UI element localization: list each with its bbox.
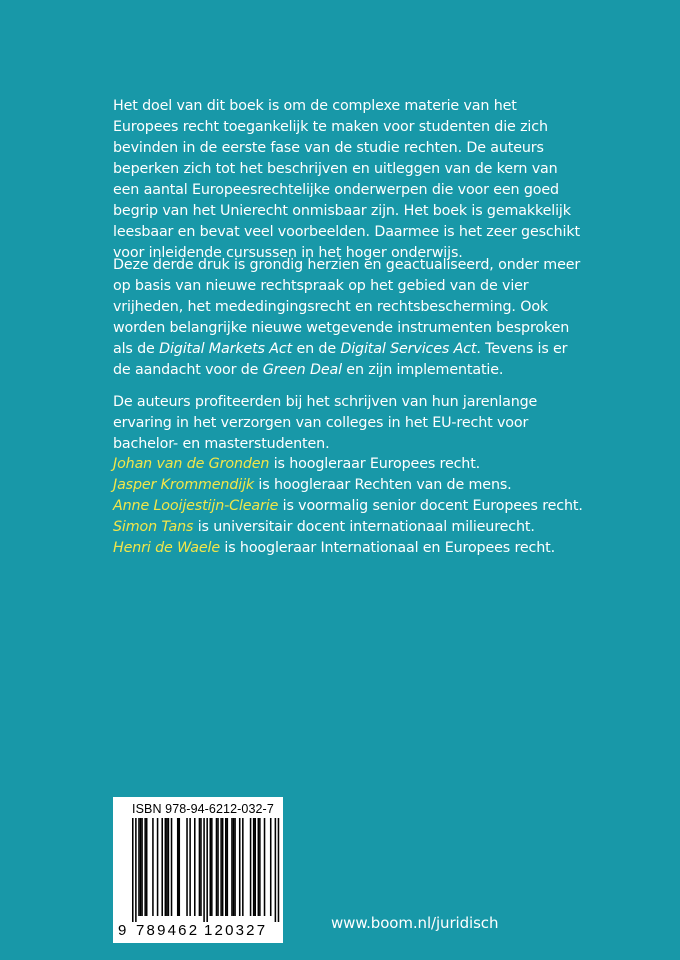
barcode-icon — [114, 818, 284, 922]
barcode-bar — [220, 818, 222, 916]
barcode-bar — [200, 818, 202, 916]
barcode-bar — [161, 818, 163, 916]
publisher-url: www.boom.nl/juridisch — [331, 914, 499, 932]
text-run: en de — [292, 341, 341, 357]
author-name: Johan van de Gronden — [113, 456, 270, 472]
barcode-bar — [138, 818, 140, 916]
barcode-bar — [250, 818, 252, 916]
barcode-bar — [258, 818, 260, 916]
paragraph-text — [113, 255, 583, 381]
barcode-bar — [168, 818, 170, 916]
barcode-bar — [165, 818, 167, 916]
paragraph-text: Het doel van dit boek is om de complexe materie van het Europees recht toegankelijk te maken voor studenten die zich bevinden in de eerste fase van de studie rechten. De auteurs beperken zich tot het beschrijven en uitleggen van de kern van een aantal Europeesrechtelijke onderwerpen die voor een goed begrip van het Unierecht onmisbaar zijn. Het boek is gemakkelijk leesbaar en bevat veel voorbeelden. Daarmee is het zeer geschikt voor inleidende cursussen in het hoger onderwijs. — [113, 98, 580, 261]
text-run: en zijn implementatie. — [341, 362, 504, 378]
author-name: Simon Tans — [113, 519, 194, 535]
author-entry — [113, 496, 613, 517]
barcode-bar — [275, 818, 277, 922]
barcode-bar — [141, 818, 143, 916]
italic-term-dma: Digital Markets Act — [159, 341, 293, 357]
italic-term-green-deal: Green Deal — [262, 362, 342, 378]
barcode-bar — [135, 818, 137, 922]
barcode-bar — [222, 818, 224, 916]
author-list — [113, 454, 613, 559]
barcode-bar — [152, 818, 154, 916]
description-paragraph-2 — [113, 255, 583, 381]
barcode-bar — [210, 818, 212, 916]
text-run: Deze derde druk is grondig herzien en geactualiseerd, onder meer op basis van nieuwe rechtspraak op het gebied van de vier vrijheden, het mededingingsrecht en rechtsbescherming. Ook worden belangrijke nieuwe wetgevende instrumenten besproken als de — [113, 257, 581, 357]
barcode-bar — [233, 818, 235, 916]
author-role: is voormalig senior docent Europees recht. — [278, 498, 583, 514]
barcode-bar — [225, 818, 227, 916]
barcode-digit-first: 9 — [118, 922, 127, 939]
barcode-bar — [194, 818, 196, 916]
author-role: is hoogleraar Internationaal en Europees recht. — [220, 540, 555, 556]
barcode-bar — [203, 818, 205, 922]
barcode-bar — [157, 818, 159, 916]
author-name: Anne Looijestijn-Clearie — [113, 498, 279, 514]
barcode-bar — [177, 818, 179, 916]
barcode-bar — [227, 818, 229, 916]
barcode-bar — [189, 818, 191, 916]
barcode-bar — [253, 818, 255, 916]
barcode-bar — [199, 818, 201, 916]
author-name: Jasper Krommendijk — [113, 477, 255, 493]
author-entry — [113, 454, 613, 475]
barcode-digits-right: 120327 — [204, 922, 268, 939]
author-role: is hoogleraar Europees recht. — [269, 456, 481, 472]
barcode-bar — [146, 818, 148, 916]
barcode-bar — [217, 818, 219, 916]
description-paragraph-1 — [113, 96, 583, 264]
isbn-label: ISBN 978-94-6212-032-7 — [132, 802, 274, 816]
barcode-bar — [211, 818, 213, 916]
barcode-box — [113, 797, 283, 943]
barcode-bar — [254, 818, 256, 916]
barcode-bar — [234, 818, 236, 916]
text-run: . Tevens is er de aandacht voor de — [113, 341, 568, 378]
barcode-bar — [171, 818, 173, 916]
author-name: Henri de Waele — [113, 540, 220, 556]
author-entry — [113, 475, 613, 496]
barcode-bar — [259, 818, 261, 916]
italic-term-dsa: Digital Services Act — [340, 341, 477, 357]
barcode-bar — [206, 818, 208, 922]
barcode-bar — [264, 818, 266, 916]
author-role: is universitair docent internationaal milieurecht. — [193, 519, 535, 535]
description-paragraph-3 — [113, 392, 583, 455]
barcode-bar — [239, 818, 241, 916]
barcode-bar — [270, 818, 272, 916]
barcode-digits-left: 789462 — [136, 922, 200, 939]
author-entry — [113, 517, 613, 538]
barcode-bar — [278, 818, 280, 922]
barcode-bar — [144, 818, 146, 916]
barcode-bar — [186, 818, 188, 916]
barcode-bar — [166, 818, 168, 916]
barcode-bar — [179, 818, 181, 916]
barcode-bar — [140, 818, 142, 916]
author-role: is hoogleraar Rechten van de mens. — [254, 477, 512, 493]
barcode-bar — [231, 818, 233, 916]
author-entry — [113, 538, 613, 559]
barcode-bar — [216, 818, 218, 916]
barcode-bar — [242, 818, 244, 916]
paragraph-text: De auteurs profiteerden bij het schrijven van hun jarenlange ervaring in het verzorgen van colleges in het EU-recht voor bachelor- en masterstudenten. — [113, 394, 538, 452]
barcode-bar — [132, 818, 134, 922]
